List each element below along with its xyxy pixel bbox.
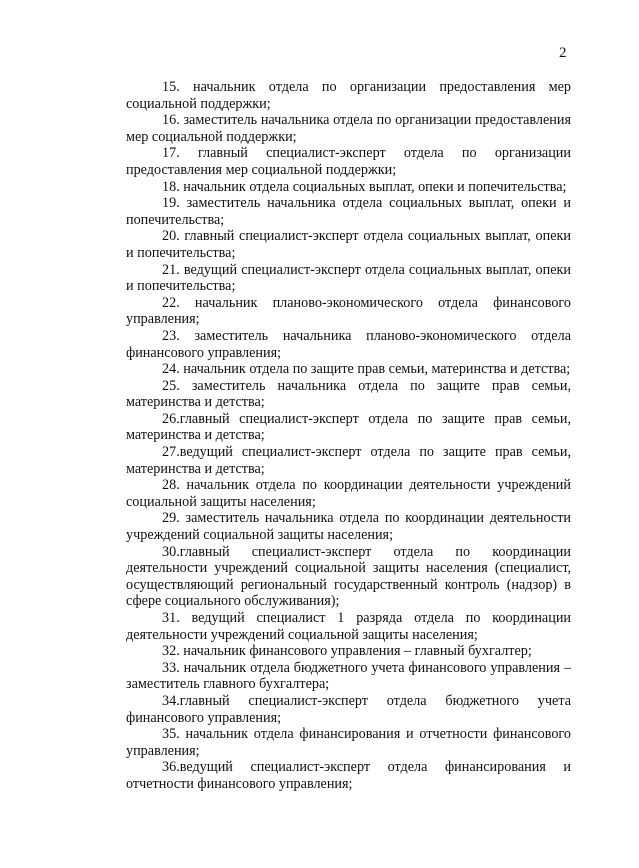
list-item: 19. заместитель начальника отдела социальных выплат, опеки и попечительства; [126,195,571,228]
list-item: 31. ведущий специалист 1 разряда отдела по координации деятельности учреждений социальной защиты населения; [126,610,571,643]
list-item: 16. заместитель начальника отдела по организации предоставления мер социальной поддержки; [126,112,571,145]
list-item: 26.главный специалист-эксперт отдела по защите прав семьи, материнства и детства; [126,410,571,444]
list-item: 28. начальник отдела по координации деятельности учреждений социальной защиты населения; [126,477,571,510]
list-item: 23. заместитель начальника планово-экономического отдела финансового управления; [126,327,571,361]
list-item: 29. заместитель начальника отдела по координации деятельности учреждений социальной защиты населения; [126,510,571,544]
list-item: 27.ведущий специалист-эксперт отдела по защите прав семьи, материнства и детства; [126,444,571,477]
list-item: 20. главный специалист-эксперт отдела социальных выплат, опеки и попечительства; [126,228,571,261]
list-item: 18. начальник отдела социальных выплат, опеки и попечительства; [162,178,567,195]
list-item: 25. заместитель начальника отдела по защите прав семьи, материнства и детства; [126,377,571,411]
list-item: 24. начальник отдела по защите прав семьи, материнства и детства; [162,361,571,378]
list-item: 35. начальник отдела финансирования и отчетности финансового управления; [126,726,571,759]
list-item: 32. начальник финансового управления – главный бухгалтер; [162,643,532,660]
list-item: 33. начальник отдела бюджетного учета финансового управления – заместитель главного бухгалтера; [126,659,571,693]
list-item: 36.ведущий специалист-эксперт отдела финансирования и отчетности финансового управления; [126,759,571,792]
list-item: 30.главный специалист-эксперт отдела по координации деятельности учреждений социальной защиты населения (специалист, осуществляющий региональный государственный контроль (надзор) в сфере социального обслуживания); [126,543,571,610]
list-item: 21. ведущий специалист-эксперт отдела социальных выплат, опеки и попечительства; [126,261,571,295]
list-item: 22. начальник планово-экономического отдела финансового управления; [126,294,571,328]
page-number: 2 [559,45,567,61]
position-list [126,79,571,793]
list-item: 34.главный специалист-эксперт отдела бюджетного учета финансового управления; [126,692,571,726]
list-item: 17. главный специалист-эксперт отдела по организации предоставления мер социальной поддержки; [126,145,571,178]
list-item: 15. начальник отдела по организации предоставления мер социальной поддержки; [126,79,571,112]
